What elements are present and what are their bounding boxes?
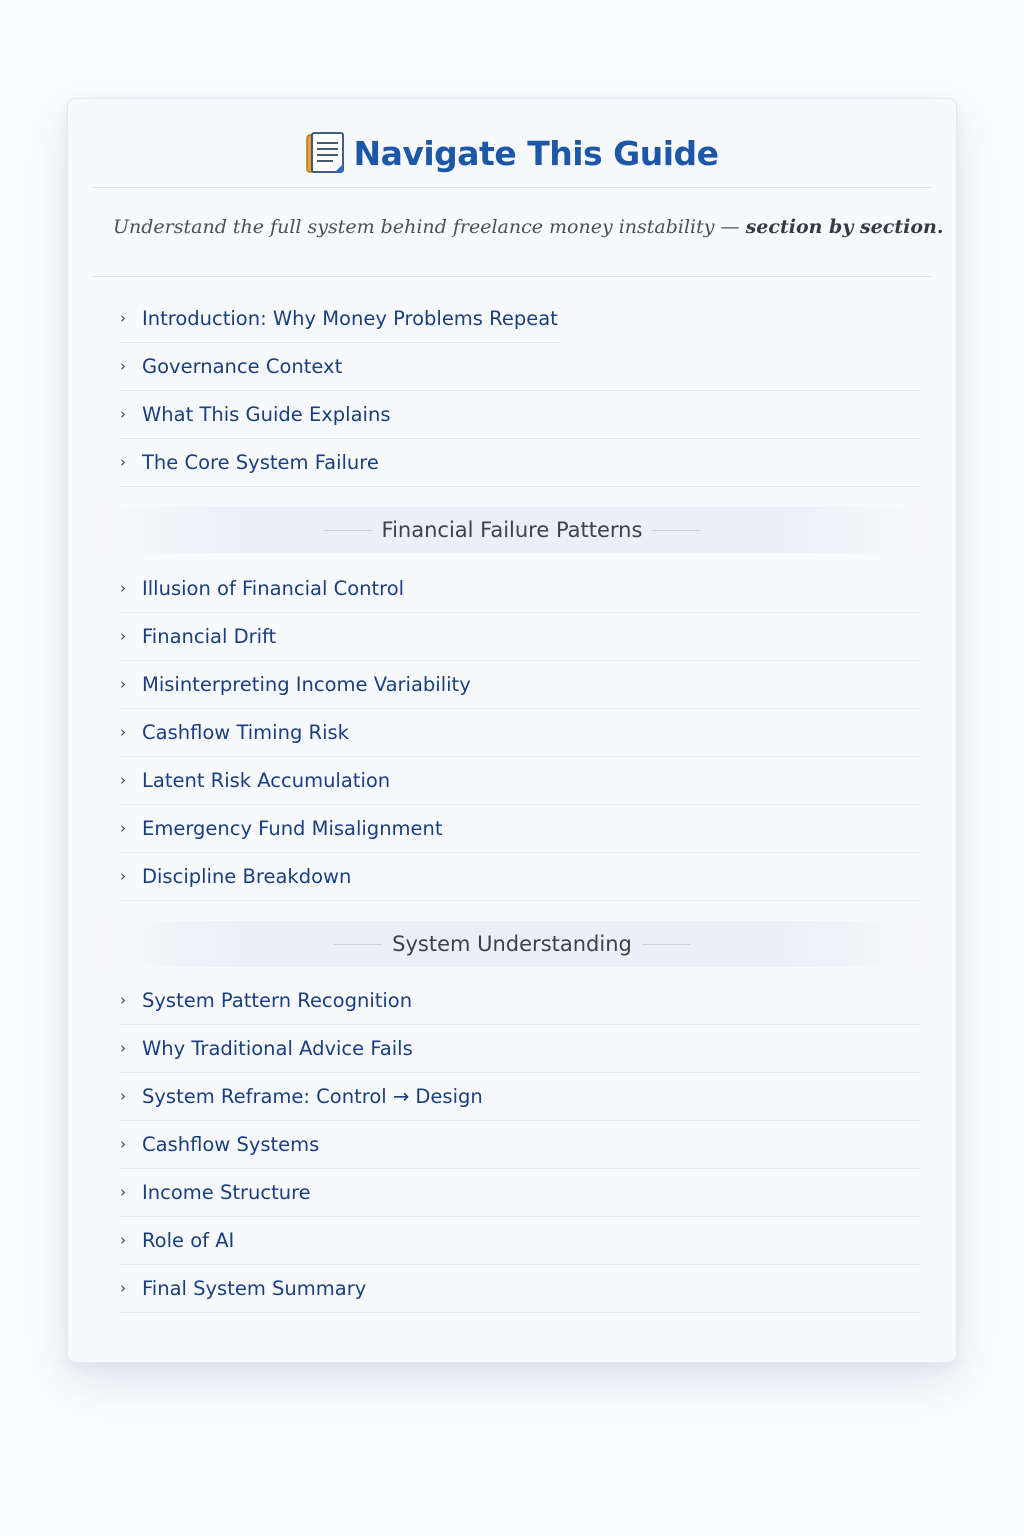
chevron-right-icon: › bbox=[120, 1230, 126, 1249]
nav-item-label: Cashflow Systems bbox=[142, 1133, 320, 1156]
chevron-right-icon: › bbox=[120, 990, 126, 1009]
nav-item-latent-risk[interactable] bbox=[120, 757, 920, 805]
title-row bbox=[68, 129, 956, 177]
nav-item-label: Role of AI bbox=[142, 1229, 235, 1252]
chevron-right-icon: › bbox=[120, 818, 126, 837]
nav-item-label: Discipline Breakdown bbox=[142, 865, 352, 888]
nav-item-label: The Core System Failure bbox=[142, 451, 379, 474]
nav-item-income-variability[interactable] bbox=[120, 661, 920, 709]
nav-item-illusion-of-control[interactable] bbox=[120, 565, 920, 613]
nav-item-label: Income Structure bbox=[142, 1181, 311, 1204]
chevron-right-icon: › bbox=[120, 578, 126, 597]
chevron-right-icon: › bbox=[120, 1278, 126, 1297]
nav-item-label: Financial Drift bbox=[142, 625, 277, 648]
guide-card bbox=[67, 98, 957, 1363]
section-heading-line bbox=[334, 944, 382, 945]
chevron-right-icon: › bbox=[120, 1134, 126, 1153]
section-heading-financial-failure-patterns bbox=[92, 507, 932, 553]
nav-item-cashflow-systems[interactable] bbox=[120, 1121, 920, 1169]
chevron-right-icon: › bbox=[120, 404, 126, 423]
nav-item-income-structure[interactable] bbox=[120, 1169, 920, 1217]
nav-item-core-system-failure[interactable] bbox=[120, 439, 920, 487]
chevron-right-icon: › bbox=[120, 626, 126, 645]
nav-item-governance-context[interactable] bbox=[120, 343, 920, 391]
chevron-right-icon: › bbox=[120, 356, 126, 375]
nav-item-financial-drift[interactable] bbox=[120, 613, 920, 661]
nav-item-introduction[interactable] bbox=[120, 295, 560, 343]
nav-item-label: System Pattern Recognition bbox=[142, 989, 413, 1012]
chevron-right-icon: › bbox=[120, 1038, 126, 1057]
chevron-right-icon: › bbox=[120, 1182, 126, 1201]
nav-item-label: Latent Risk Accumulation bbox=[142, 769, 391, 792]
nav-item-what-this-guide-explains[interactable] bbox=[120, 391, 920, 439]
nav-item-role-of-ai[interactable] bbox=[120, 1217, 920, 1265]
nav-item-label: Cashflow Timing Risk bbox=[142, 721, 349, 744]
nav-item-label: System Reframe: Control → Design bbox=[142, 1085, 483, 1108]
nav-item-label: Governance Context bbox=[142, 355, 343, 378]
nav-item-final-summary[interactable] bbox=[120, 1265, 920, 1313]
nav-item-discipline-breakdown[interactable] bbox=[120, 853, 920, 901]
nav-item-label: Misinterpreting Income Variability bbox=[142, 673, 471, 696]
section-heading-line bbox=[642, 944, 690, 945]
nav-item-system-reframe[interactable] bbox=[120, 1073, 920, 1121]
nav-item-label: Final System Summary bbox=[142, 1277, 367, 1300]
subtitle-emphasis: section by section. bbox=[745, 216, 944, 238]
nav-item-label: What This Guide Explains bbox=[142, 403, 391, 426]
page-title: Navigate This Guide bbox=[353, 133, 719, 173]
section-title: Financial Failure Patterns bbox=[381, 518, 643, 542]
document-icon bbox=[305, 131, 345, 175]
section-heading-line bbox=[652, 530, 700, 531]
chevron-right-icon: › bbox=[120, 770, 126, 789]
chevron-right-icon: › bbox=[120, 1086, 126, 1105]
nav-item-label: Emergency Fund Misalignment bbox=[142, 817, 443, 840]
chevron-right-icon: › bbox=[120, 308, 126, 327]
nav-item-cashflow-timing-risk[interactable] bbox=[120, 709, 920, 757]
chevron-right-icon: › bbox=[120, 674, 126, 693]
nav-item-label: Introduction: Why Money Problems Repeat bbox=[142, 307, 558, 330]
nav-item-label: Why Traditional Advice Fails bbox=[142, 1037, 413, 1060]
chevron-right-icon: › bbox=[120, 722, 126, 741]
nav-item-traditional-advice[interactable] bbox=[120, 1025, 920, 1073]
subtitle-divider bbox=[92, 276, 932, 277]
nav-item-emergency-fund[interactable] bbox=[120, 805, 920, 853]
chevron-right-icon: › bbox=[120, 866, 126, 885]
nav-item-label: Illusion of Financial Control bbox=[142, 577, 405, 600]
chevron-right-icon: › bbox=[120, 452, 126, 471]
section-heading-line bbox=[324, 530, 372, 531]
section-heading-system-understanding bbox=[92, 921, 932, 967]
subtitle bbox=[113, 216, 944, 238]
nav-item-pattern-recognition[interactable] bbox=[120, 977, 920, 1025]
section-title: System Understanding bbox=[392, 932, 632, 956]
subtitle-lead: Understand the full system behind freelance money instability — bbox=[113, 216, 746, 238]
title-divider bbox=[92, 187, 932, 188]
